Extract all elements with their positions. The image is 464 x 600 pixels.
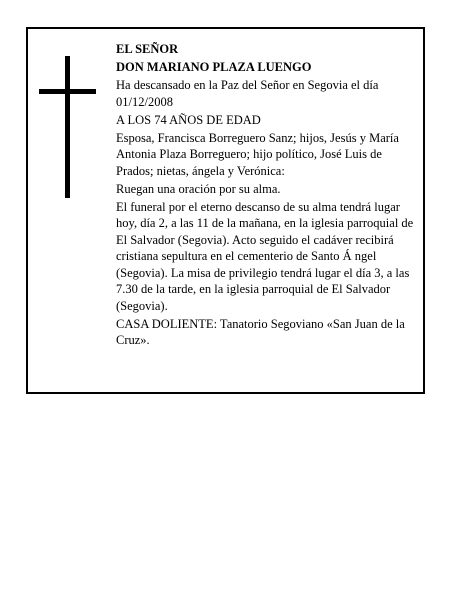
mourning-house: CASA DOLIENTE: Tanatorio Segoviano «San Juan de la Cruz». bbox=[116, 316, 405, 347]
prayer-request: Ruegan una oración por su alma. bbox=[116, 181, 281, 196]
death-statement: Ha descansado en la Paz del Señor en Segovia el día 01/12/2008 bbox=[116, 78, 379, 109]
cross-horizontal-bar bbox=[39, 89, 96, 94]
cross-icon bbox=[39, 56, 96, 198]
obituary-notice bbox=[26, 27, 425, 394]
age-statement: A LOS 74 AÑOS DE EDAD bbox=[116, 112, 261, 127]
funeral-details: El funeral por el eterno descanso de su alma tendrá lugar hoy, día 2, a las 11 de la mañana, en la iglesia parroquial de El Salvador (Segovia). Acto seguido el cadáver recibirá cristiana sepultura en el cementerio de Santo Á ngel (Segovia). La misa de privilegio tendrá lugar el día 3, a las 7.30 de la tarde, en la iglesia parroquial de El Salvador (Segovia). bbox=[116, 199, 414, 313]
deceased-name: DON MARIANO PLAZA LUENGO bbox=[116, 60, 312, 74]
cross-vertical-bar bbox=[65, 56, 70, 198]
family-list: Esposa, Francisca Borreguero Sanz; hijos, Jesús y María Antonia Plaza Borreguero; hijo político, José Luis de Prados; nietas, ángela y Verónica: bbox=[116, 130, 399, 178]
obituary-text bbox=[116, 41, 422, 350]
title-line: EL SEÑOR bbox=[116, 42, 179, 56]
